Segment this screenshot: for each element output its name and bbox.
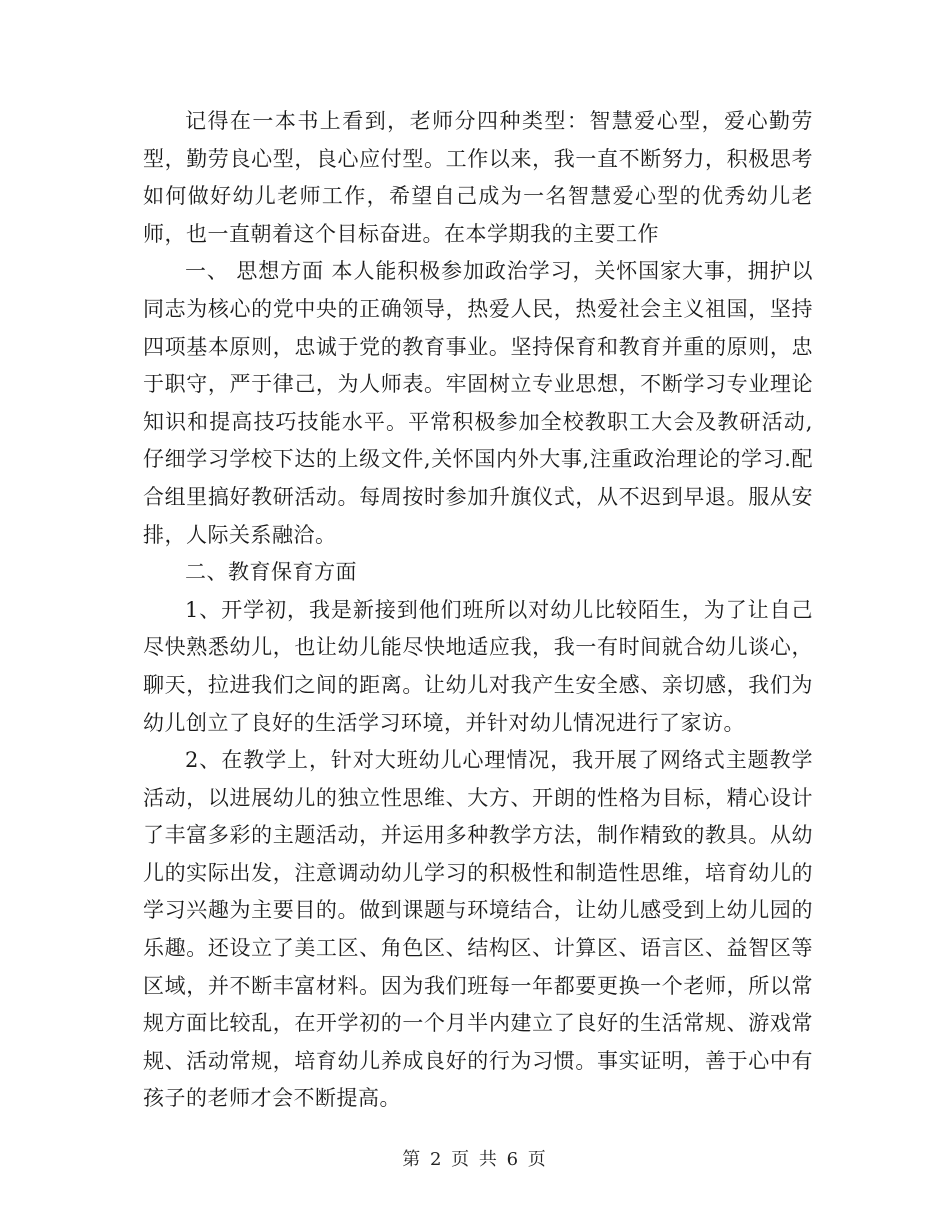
page-number-footer: 第 2 页 共 6 页 [402, 1149, 548, 1170]
document-body [143, 103, 813, 1118]
paragraph-ideology: 一、 思想方面 本人能积极参加政治学习，关怀国家大事，拥护以同志为核心的党中央的正确领导，热爱人民，热爱社会主义祖国，坚持四项基本原则，忠诚于党的教育事业。坚持保育和教育并重的原则，忠于职守，严于律己，为人师表。牢固树立专业思想，不断学习专业理论知识和提高技巧技能水平。平常积极参加全校教职工大会及教研活动,仔细学习学校下达的上级文件,关怀国内外大事,注重政治理论的学习.配合组里搞好教研活动。每周按时参加升旗仪式，从不迟到早退。服从安排，人际关系融洽。 [143, 259, 813, 547]
section-heading-education: 二、教育保育方面 [185, 560, 357, 585]
paragraph-item-1: 1、开学初，我是新接到他们班所以对幼儿比较陌生，为了让自己尽快熟悉幼儿，也让幼儿能尽快地适应我，我一有时间就合幼儿谈心，聊天，拉进我们之间的距离。让幼儿对我产生安全感、亲切感，我们为幼儿创立了良好的生活学习环境，并针对幼儿情况进行了家访。 [143, 597, 813, 735]
paragraph-item-2: 2、在教学上，针对大班幼儿心理情况，我开展了网络式主题教学活动，以进展幼儿的独立性思维、大方、开朗的性格为目标，精心设计了丰富多彩的主题活动，并运用多种教学方法，制作精致的教具。从幼儿的实际出发，注意调动幼儿学习的积极性和制造性思维，培育幼儿的学习兴趣为主要目的。做到课题与环境结合，让幼儿感受到上幼儿园的乐趣。还设立了美工区、角色区、结构区、计算区、语言区、益智区等区域，并不断丰富材料。因为我们班每一年都要更换一个老师，所以常规方面比较乱，在开学初的一个月半内建立了良好的生活常规、游戏常规、活动常规，培育幼儿养成良好的行为习惯。事实证明，善于心中有孩子的老师才会不断提高。 [143, 748, 813, 1111]
paragraph-intro: 记得在一本书上看到，老师分四种类型：智慧爱心型，爱心勤劳型，勤劳良心型，良心应付型。工作以来，我一直不断努力，积极思考如何做好幼儿老师工作，希望自己成为一名智慧爱心型的优秀幼儿老师，也一直朝着这个目标奋进。在本学期我的主要工作 [143, 109, 813, 246]
